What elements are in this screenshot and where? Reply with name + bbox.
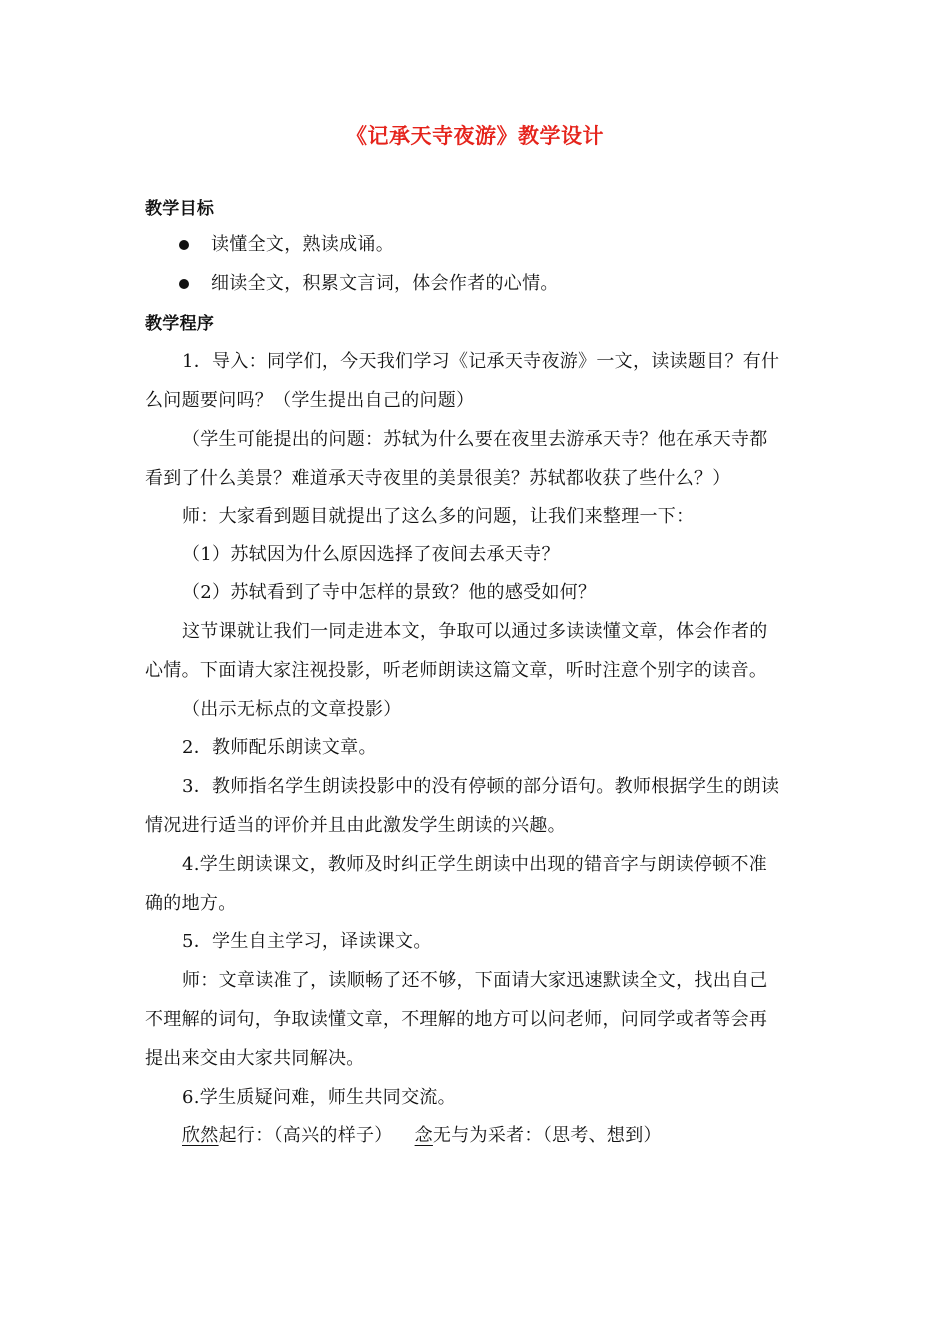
body-line: （学生可能提出的问题：苏轼为什么要在夜里去游承天寺？他在承天寺都 <box>182 429 768 450</box>
body-line: 这节课就让我们一同走进本文，争取可以通过多读读懂文章，体会作者的 <box>182 621 768 642</box>
body-line: 师：文章读准了，读顺畅了还不够，下面请大家迅速默读全文，找出自己 <box>182 970 768 991</box>
vocab-line <box>182 1124 847 1148</box>
document-title: 《记承天寺夜游》教学设计 <box>346 123 604 148</box>
body-line: （2）苏轼看到了寺中怎样的景致？他的感受如何？ <box>182 582 597 603</box>
body-line: 3．教师指名学生朗读投影中的没有停顿的部分语句。教师根据学生的朗读 <box>182 776 780 797</box>
vocab-term: 欣然 <box>182 1125 219 1146</box>
body-line: 看到了什么美景？难道承天寺夜里的美景很美？苏轼都收获了些什么？） <box>145 468 731 489</box>
body-line: 6.学生质疑问难，师生共同交流。 <box>182 1087 456 1108</box>
objective-item: 读懂全文，熟读成诵。 <box>211 234 394 255</box>
body-line: （出示无标点的文章投影） <box>182 699 402 720</box>
bullet-icon <box>179 240 189 250</box>
body-line: 4.学生朗读课文，教师及时纠正学生朗读中出现的错音字与朗读停顿不准 <box>182 854 768 875</box>
body-line: 5．学生自主学习，译读课文。 <box>182 931 432 952</box>
section-heading-objectives: 教学目标 <box>145 199 215 219</box>
body-line: 不理解的词句，争取读懂文章，不理解的地方可以问老师，问同学或者等会再 <box>145 1009 768 1030</box>
body-line: （1）苏轼因为什么原因选择了夜间去承天寺？ <box>182 544 560 565</box>
body-line: 心情。下面请大家注视投影，听老师朗读这篇文章，听时注意个别字的读音。 <box>145 660 768 681</box>
vocab-gloss: 起行：（高兴的样子） <box>218 1125 393 1146</box>
vocab-gloss: 无与为采者：（思考、想到） <box>432 1125 662 1146</box>
body-line: 情况进行适当的评价并且由此激发学生朗读的兴趣。 <box>145 815 566 836</box>
body-line: 么问题要问吗？（学生提出自己的问题） <box>145 390 475 411</box>
body-line: 2．教师配乐朗读文章。 <box>182 737 377 758</box>
body-line: 提出来交由大家共同解决。 <box>145 1048 365 1069</box>
section-heading-procedure: 教学程序 <box>145 314 215 334</box>
body-line: 确的地方。 <box>145 893 237 914</box>
body-line: 师：大家看到题目就提出了这么多的问题，让我们来整理一下： <box>182 506 695 527</box>
vocab-term: 念 <box>414 1125 433 1146</box>
body-line: 1．导入：同学们，今天我们学习《记承天寺夜游》一文，读读题目？有什 <box>182 351 780 372</box>
bullet-icon <box>179 279 189 289</box>
objective-item: 细读全文，积累文言词，体会作者的心情。 <box>211 273 559 294</box>
